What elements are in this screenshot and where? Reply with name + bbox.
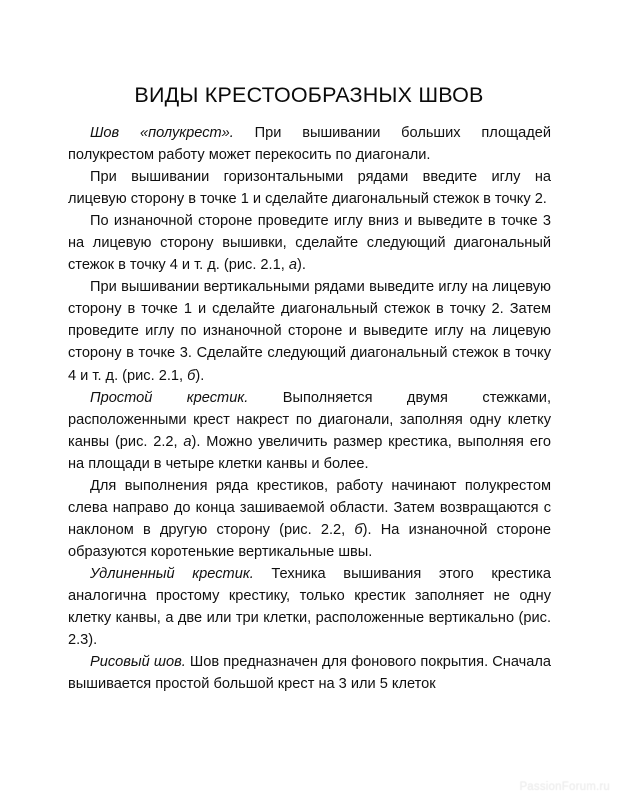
paragraph — [68, 276, 551, 386]
runin-heading: Шов «полукрест». — [90, 125, 234, 141]
paragraph-text: При вышивании вертикальными рядами выведите иглу на лицевую сторону в точке 1 и сделайте диагональный стежок в точку 2. Затем проведите иглу по изнаночной стороне и выведите иглу на лицевую сторону в точке 3. Сделайте следующий диагональный стежок в точку 4 и т. д. (рис. 2.1, — [68, 279, 551, 384]
site-watermark: PassionForum.ru — [519, 781, 610, 793]
figure-letter: а — [288, 257, 297, 274]
runin-heading: Рисовый шов. — [90, 654, 186, 671]
paragraph-text-tail: ). На изнаночной стороне образуются коротенькие вертикальные швы. — [68, 521, 551, 560]
figure-letter: б — [187, 367, 196, 384]
figure-letter: а — [183, 433, 192, 450]
paragraph-text: Для выполнения ряда крестиков, работу начинают полукрестом слева направо до конца зашиваемой области. Затем возвращаются с наклоном в другую сторону (рис. 2.2, — [68, 477, 551, 538]
paragraph — [68, 651, 551, 695]
paragraph-text: При вышивании больших площадей полукрестом работу может перекосить по диагонали. — [68, 125, 551, 164]
runin-heading: Удлиненный крестик. — [90, 565, 254, 582]
paragraph-text: При вышивании горизонтальными рядами введите иглу на лицевую сторону в точке 1 и сделайте диагональный стежок в точку 2. — [68, 169, 551, 208]
document-body — [68, 122, 551, 695]
paragraph — [68, 122, 551, 166]
paragraph — [68, 387, 551, 475]
paragraph — [68, 563, 551, 651]
paragraph — [68, 475, 551, 563]
runin-heading: Простой крестик. — [90, 389, 249, 406]
paragraph-text: Выполняется двумя стежками, расположенными крест накрест по диагонали, заполняя одну клетку канвы (рис. 2.2, — [68, 389, 551, 450]
paragraph-text-tail: ). Можно увеличить размер крестика, выполняя его на площади в четыре клетки канвы и более. — [68, 433, 552, 472]
paragraph — [68, 166, 551, 210]
paragraph-text: По изнаночной стороне проведите иглу вниз и выведите в точке 3 на лицевую сторону вышивки, сделайте следующий диагональный стежок в точку 4 и т. д. (рис. 2.1, — [68, 213, 551, 274]
page-title: ВИДЫ КРЕСТООБРАЗНЫХ ШВОВ — [134, 83, 484, 108]
paragraph-text-tail: ). — [296, 257, 306, 274]
paragraph-text: Шов предназначен для фонового покрытия. Сначала вышивается простой большой крест на 3 или 5 клеток — [68, 654, 551, 693]
paragraph-text-tail: ). — [195, 367, 205, 384]
paragraph-text: Техника вышивания этого крестика аналогична простому крестику, только крестик заполняет не одну клетку канвы, а две или три клетки, расположенные вертикально (рис. 2.3). — [68, 565, 551, 649]
paragraph — [68, 210, 551, 276]
figure-letter: б — [354, 521, 363, 538]
